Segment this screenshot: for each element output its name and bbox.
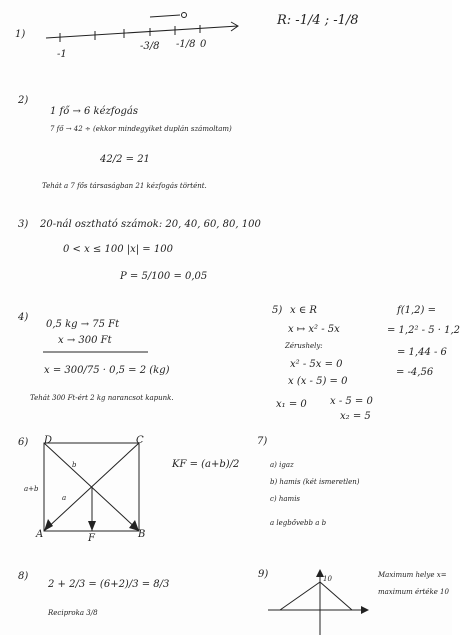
- problem-5-root-2: x₂ = 5: [340, 411, 371, 422]
- problem-7-a: a) igaz: [270, 461, 294, 469]
- problem-5-value-1: f(1,2) =: [397, 305, 436, 316]
- problem-2-line-1: 1 fő → 6 kézfogás: [50, 106, 139, 117]
- problem-7-number: 7): [257, 436, 268, 447]
- problem-4-number: 4): [18, 312, 29, 323]
- problem-4-line-3: x = 300/75 · 0,5 = 2 (kg): [44, 365, 170, 376]
- label-F: F: [88, 533, 95, 544]
- problem-5-value-3: = 1,44 - 6: [397, 347, 447, 358]
- problem-5-value-2: = 1,2² - 5 · 1,2: [387, 325, 460, 336]
- problem-1-answer: R: -1/4 ; -1/8: [277, 13, 359, 28]
- tick-minus-3-8: -3/8: [140, 41, 160, 52]
- problem-2-conclusion: Tehát a 7 fős társaságban 21 kézfogás történt.: [42, 182, 207, 190]
- tick-minus-1: -1: [57, 49, 67, 60]
- problem-8-expression: 2 + 2/3 = (6+2)/3 = 8/3: [48, 579, 170, 590]
- problem-8-reciprocal: Reciproka 3/8: [48, 609, 98, 617]
- problem-5-factored: x (x - 5) = 0: [288, 376, 348, 387]
- problem-8-number: 8): [18, 571, 29, 582]
- label-B: B: [138, 529, 146, 540]
- problem-3-number: 3): [18, 219, 29, 230]
- problem-6-number: 6): [18, 437, 29, 448]
- problem-9-note-2: maximum értéke 10: [378, 588, 449, 596]
- problem-5-root-eq: x - 5 = 0: [330, 396, 373, 407]
- problem-1-number: 1): [15, 29, 26, 40]
- problem-9-note-1: Maximum helye x=: [378, 571, 447, 579]
- problem-5-function: x ↦ x² - 5x: [288, 324, 340, 335]
- problem-5-domain: x ∈ R: [290, 305, 317, 316]
- problem-5-number: 5): [272, 305, 283, 316]
- problem-7-b: b) hamis (két ismeretlen): [270, 478, 360, 486]
- problem-4-conclusion: Tehát 300 Ft-ért 2 kg narancsot kapunk.: [30, 394, 174, 402]
- label-a: a: [62, 494, 67, 502]
- label-side: a+b: [24, 485, 39, 493]
- problem-4-line-1: 0,5 kg → 75 Ft: [46, 319, 120, 330]
- problem-3-line-2: 0 < x ≤ 100 |x| = 100: [63, 244, 173, 255]
- label-D: D: [44, 435, 53, 446]
- problem-5-zero-label: Zérushely:: [285, 342, 323, 350]
- problem-7-c: c) hamis: [270, 495, 301, 503]
- problem-2-number: 2): [18, 95, 29, 106]
- problem-3-line-1: 20-nál osztható számok: 20, 40, 60, 80, 100: [40, 219, 261, 230]
- problem-3-line-3: P = 5/100 = 0,05: [120, 271, 208, 282]
- problem-2-fraction: 42/2 = 21: [100, 154, 150, 165]
- problem-6-formula: KF = (a+b)/2: [172, 459, 240, 470]
- problem-5-root-1: x₁ = 0: [276, 399, 307, 410]
- problem-5-value-4: = -4,56: [396, 367, 434, 378]
- problem-5-equation: x² - 5x = 0: [290, 359, 343, 370]
- label-b: b: [72, 461, 77, 469]
- label-C: C: [136, 435, 144, 446]
- problem-4-line-2: x → 300 Ft: [58, 335, 112, 346]
- label-A: A: [36, 529, 44, 540]
- problem-2-line-2: 7 fő → 42 ÷ (ekkor mindegyiket duplán számoltam): [50, 125, 232, 133]
- tick-zero: 0: [200, 39, 207, 50]
- problem-9-axis-label: 10: [323, 575, 332, 583]
- problem-9-number: 9): [258, 569, 269, 580]
- problem-7-conclusion: a legbővebb a b: [270, 519, 327, 527]
- tick-minus-1-8: -1/8: [176, 39, 196, 50]
